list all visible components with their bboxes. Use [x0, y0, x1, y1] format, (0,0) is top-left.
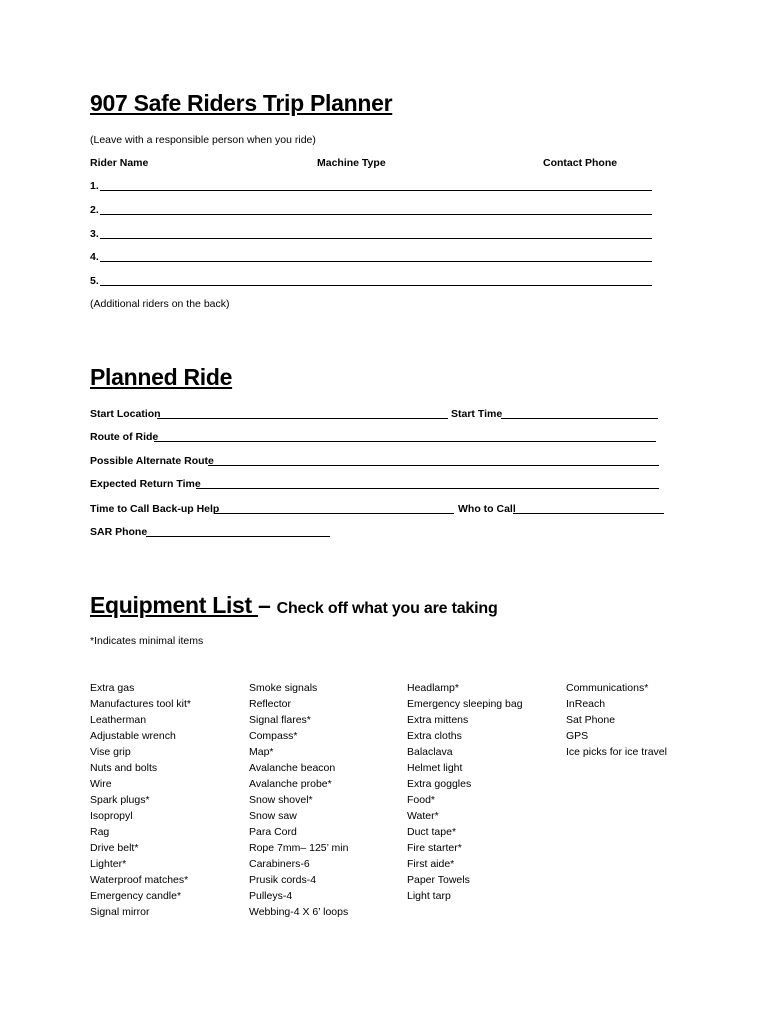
list-item[interactable]: Compass* [249, 730, 298, 742]
start-location-label: Start Location [90, 408, 161, 420]
equipment-dash: – [258, 592, 277, 618]
contact-phone-header: Contact Phone [543, 157, 618, 169]
rider-line-4-field[interactable] [100, 261, 652, 262]
call-backup-field[interactable] [214, 513, 454, 514]
rider-line-1-label: 1. [90, 180, 99, 192]
list-item[interactable]: Rope 7mm– 125’ min [249, 842, 349, 854]
sar-phone-field[interactable] [146, 536, 330, 537]
rider-line-3-field[interactable] [100, 238, 652, 239]
list-item[interactable]: Isopropyl [90, 810, 133, 822]
minimal-items-note: *Indicates minimal items [90, 635, 204, 647]
equipment-column-2 [249, 680, 348, 920]
alternate-route-label: Possible Alternate Route [90, 455, 214, 467]
list-item[interactable]: Avalanche beacon [249, 762, 336, 774]
alternate-route-field[interactable] [208, 465, 659, 466]
who-to-call-label: Who to Call [458, 503, 516, 515]
additional-riders-note: (Additional riders on the back) [90, 298, 230, 310]
list-item[interactable]: Extra goggles [407, 778, 472, 790]
list-item[interactable]: Ice picks for ice travel [566, 746, 667, 758]
list-item[interactable]: GPS [566, 730, 589, 742]
list-item[interactable]: Snow saw [249, 810, 297, 822]
list-item[interactable]: Lighter* [90, 858, 127, 870]
page-title: 907 Safe Riders Trip Planner [90, 90, 393, 116]
list-item[interactable]: Snow shovel* [249, 794, 313, 806]
list-item[interactable]: Wire [90, 778, 112, 790]
equipment-subheading: Check off what you are taking [276, 600, 498, 617]
list-item[interactable]: Emergency candle* [90, 890, 182, 902]
list-item[interactable]: Communications* [566, 682, 649, 694]
list-item[interactable]: Para Cord [249, 826, 297, 838]
list-item[interactable]: InReach [566, 698, 606, 710]
start-time-label: Start Time [451, 408, 503, 420]
planned-ride-heading: Planned Ride [90, 364, 233, 390]
list-item[interactable]: First aide* [407, 858, 455, 870]
rider-line-5-label: 5. [90, 275, 99, 287]
equipment-column-1 [90, 680, 191, 920]
list-item[interactable]: Duct tape* [407, 826, 457, 838]
list-item[interactable]: Reflector [249, 698, 292, 710]
who-to-call-field[interactable] [513, 513, 664, 514]
expected-return-field[interactable] [196, 488, 659, 489]
list-item[interactable]: Extra gas [90, 682, 135, 694]
list-item[interactable]: Leatherman [90, 714, 147, 726]
rider-line-5-field[interactable] [100, 285, 652, 286]
list-item[interactable]: Balaclava [407, 746, 453, 758]
list-item[interactable]: Signal flares* [249, 714, 311, 726]
list-item[interactable]: Webbing-4 X 6’ loops [249, 906, 349, 918]
equipment-heading: Equipment List [90, 592, 259, 618]
list-item[interactable]: Vise grip [90, 746, 131, 758]
list-item[interactable]: Extra cloths [407, 730, 462, 742]
list-item[interactable]: Smoke signals [249, 682, 318, 694]
list-item[interactable]: Waterproof matches* [90, 874, 189, 886]
list-item[interactable]: Drive belt* [90, 842, 139, 854]
rider-line-1-field[interactable] [100, 190, 652, 191]
list-item[interactable]: Prusik cords-4 [249, 874, 317, 886]
rider-line-3-label: 3. [90, 228, 99, 240]
list-item[interactable]: Headlamp* [407, 682, 459, 694]
list-item[interactable]: Sat Phone [566, 714, 616, 726]
list-item[interactable]: Pulleys-4 [249, 890, 293, 902]
list-item[interactable]: Emergency sleeping bag [407, 698, 523, 710]
equipment-column-4 [566, 680, 667, 760]
list-item[interactable]: Adjustable wrench [90, 730, 176, 742]
list-item[interactable]: Light tarp [407, 890, 451, 902]
list-item[interactable]: Fire starter* [407, 842, 462, 854]
rider-line-2-label: 2. [90, 204, 99, 216]
start-time-field[interactable] [501, 418, 658, 419]
list-item[interactable]: Avalanche probe* [249, 778, 332, 790]
list-item[interactable]: Spark plugs* [90, 794, 150, 806]
route-of-ride-field[interactable] [154, 441, 656, 442]
leave-note: (Leave with a responsible person when you ride) [90, 134, 316, 146]
list-item[interactable]: Paper Towels [407, 874, 470, 886]
list-item[interactable]: Helmet light [407, 762, 463, 774]
rider-line-2-field[interactable] [100, 214, 652, 215]
call-backup-label: Time to Call Back-up Help [90, 503, 220, 515]
route-of-ride-label: Route of Ride [90, 431, 159, 443]
rider-line-4-label: 4. [90, 251, 99, 263]
equipment-heading-row [90, 592, 498, 619]
list-item[interactable]: Extra mittens [407, 714, 469, 726]
rider-name-header: Rider Name [90, 157, 149, 169]
list-item[interactable]: Carabiners-6 [249, 858, 310, 870]
list-item[interactable]: Water* [407, 810, 439, 822]
machine-type-header: Machine Type [317, 157, 386, 169]
expected-return-label: Expected Return Time [90, 478, 201, 490]
list-item[interactable]: Signal mirror [90, 906, 150, 918]
list-item[interactable]: Food* [407, 794, 436, 806]
list-item[interactable]: Nuts and bolts [90, 762, 158, 774]
sar-phone-label: SAR Phone [90, 526, 148, 538]
list-item[interactable]: Map* [249, 746, 274, 758]
list-item[interactable]: Rag [90, 826, 110, 838]
start-location-field[interactable] [157, 418, 448, 419]
equipment-column-3 [407, 680, 523, 904]
list-item[interactable]: Manufactures tool kit* [90, 698, 191, 710]
